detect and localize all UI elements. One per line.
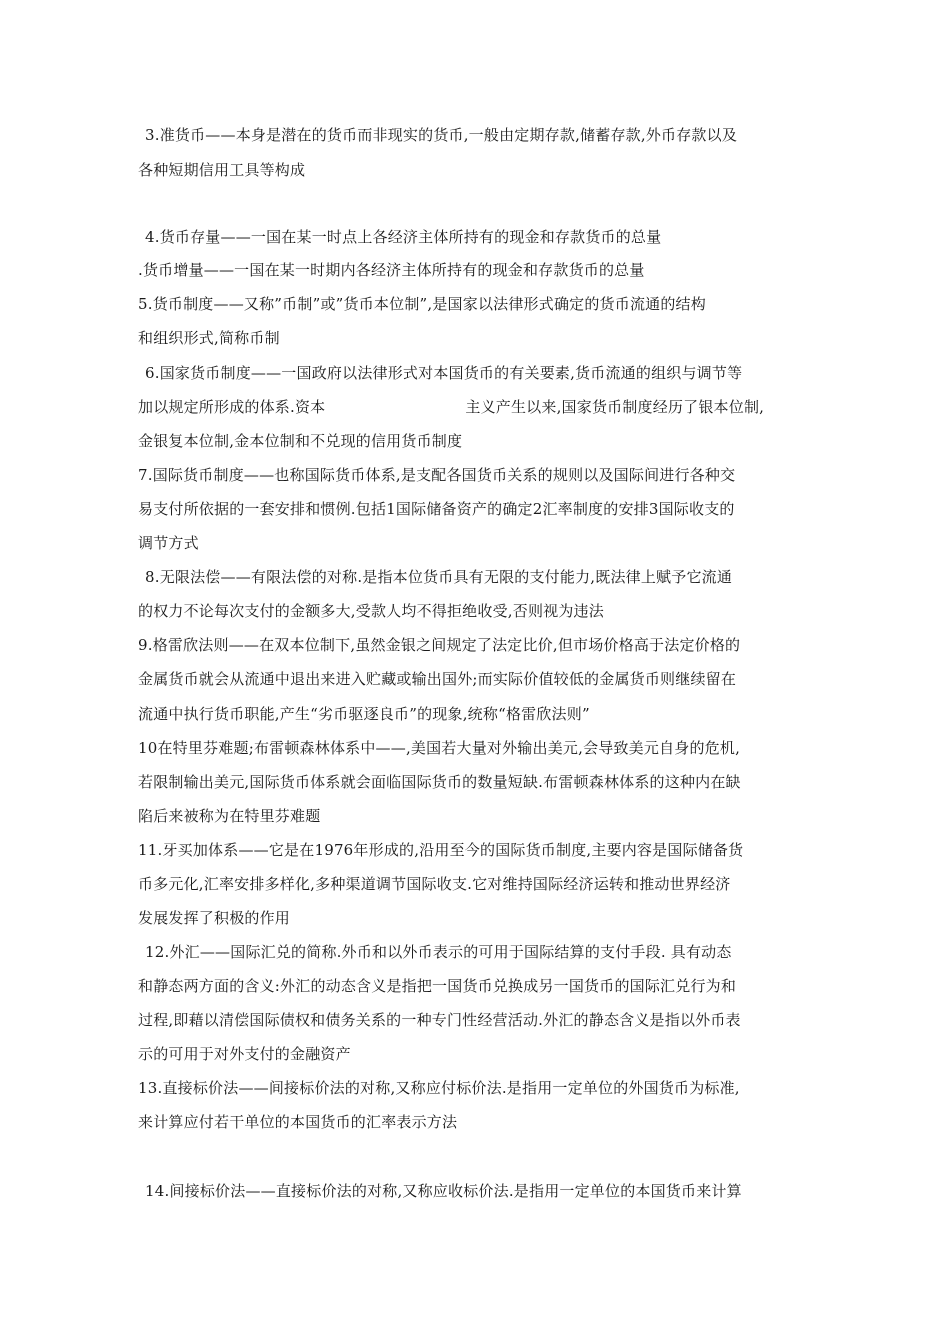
- text-line: 陷后来被称为在特里芬难题: [138, 807, 321, 825]
- text-line: 11.牙买加体系——它是在1976年形成的,沿用至今的国际货币制度,主要内容是国际储备货: [138, 841, 744, 859]
- text-line: 4.货币存量——一国在某一时点上各经济主体所持有的现金和存款货币的总量: [145, 228, 662, 246]
- text-line: 8.无限法偿——有限法偿的对称.是指本位货币具有无限的支付能力,既法律上赋予它流通: [145, 568, 733, 586]
- text-line: 10在特里芬难题;布雷顿森林体系中——,美国若大量对外输出美元,会导致美元自身的危机,: [138, 739, 741, 757]
- text-line: 币多元化,汇率安排多样化,多种渠道调节国际收支.它对维持国际经济运转和推动世界经济: [138, 875, 731, 893]
- text-line: 14.间接标价法——直接标价法的对称,又称应收标价法.是指用一定单位的本国货币来计算: [145, 1182, 742, 1200]
- text-line: 和静态两方面的含义:外汇的动态含义是指把一国货币兑换成另一国货币的国际汇兑行为和: [138, 977, 737, 995]
- text-line-split: [138, 397, 828, 417]
- text-line: 示的可用于对外支付的金融资产: [138, 1045, 351, 1063]
- text-line: 9.格雷欣法则——在双本位制下,虽然金银之间规定了法定比价,但市场价格高于法定价格的: [138, 636, 741, 654]
- text-line: 各种短期信用工具等构成: [138, 161, 306, 179]
- text-line: 金银复本位制,金本位制和不兑现的信用货币制度: [138, 432, 463, 450]
- text-segment: 加以规定所形成的体系.资本: [138, 398, 326, 416]
- text-line: 7.国际货币制度——也称国际货币体系,是支配各国货币关系的规则以及国际间进行各种交: [138, 466, 736, 484]
- text-line: 金属货币就会从流通中退出来进入贮藏或输出国外;而实际价值较低的金属货币则继续留在: [138, 670, 737, 688]
- text-line: 5.货币制度——又称”币制”或”货币本位制”,是国家以法律形式确定的货币流通的结构: [138, 295, 706, 313]
- text-segment: 主义产生以来,国家货币制度经历了银本位制,: [465, 398, 765, 416]
- text-line: 12.外汇——国际汇兑的简称.外币和以外币表示的可用于国际结算的支付手段. 具有动态: [145, 943, 732, 961]
- text-line: 调节方式: [138, 534, 199, 552]
- text-line: 和组织形式,简称币制: [138, 329, 280, 347]
- text-line: 易支付所依据的一套安排和惯例.包括1国际储备资产的确定2汇率制度的安排3国际收支的: [138, 500, 735, 518]
- text-line: .货币增量——一国在某一时期内各经济主体所持有的现金和存款货币的总量: [138, 261, 645, 279]
- text-line: 过程,即藉以清偿国际债权和债务关系的一种专门性经营活动.外汇的静态含义是指以外币表: [138, 1011, 741, 1029]
- text-line: 6.国家货币制度——一国政府以法律形式对本国货币的有关要素,货币流通的组织与调节等: [145, 364, 743, 382]
- text-line: 流通中执行货币职能,产生“劣币驱逐良币”的现象,统称“格雷欣法则”: [138, 705, 590, 723]
- text-line: 来计算应付若干单位的本国货币的汇率表示方法: [138, 1113, 458, 1131]
- text-line: 3.准货币——本身是潜在的货币而非现实的货币,一般由定期存款,储蓄存款,外币存款以及: [145, 126, 738, 144]
- text-line: 的权力不论每次支付的金额多大,受款人均不得拒绝收受,否则视为违法: [138, 602, 604, 620]
- text-line: 若限制输出美元,国际货币体系就会面临国际货币的数量短缺.布雷顿森林体系的这种内在缺: [138, 773, 741, 791]
- text-line: 发展发挥了积极的作用: [138, 909, 291, 927]
- text-line: 13.直接标价法——间接标价法的对称,又称应付标价法.是指用一定单位的外国货币为标准,: [138, 1079, 740, 1097]
